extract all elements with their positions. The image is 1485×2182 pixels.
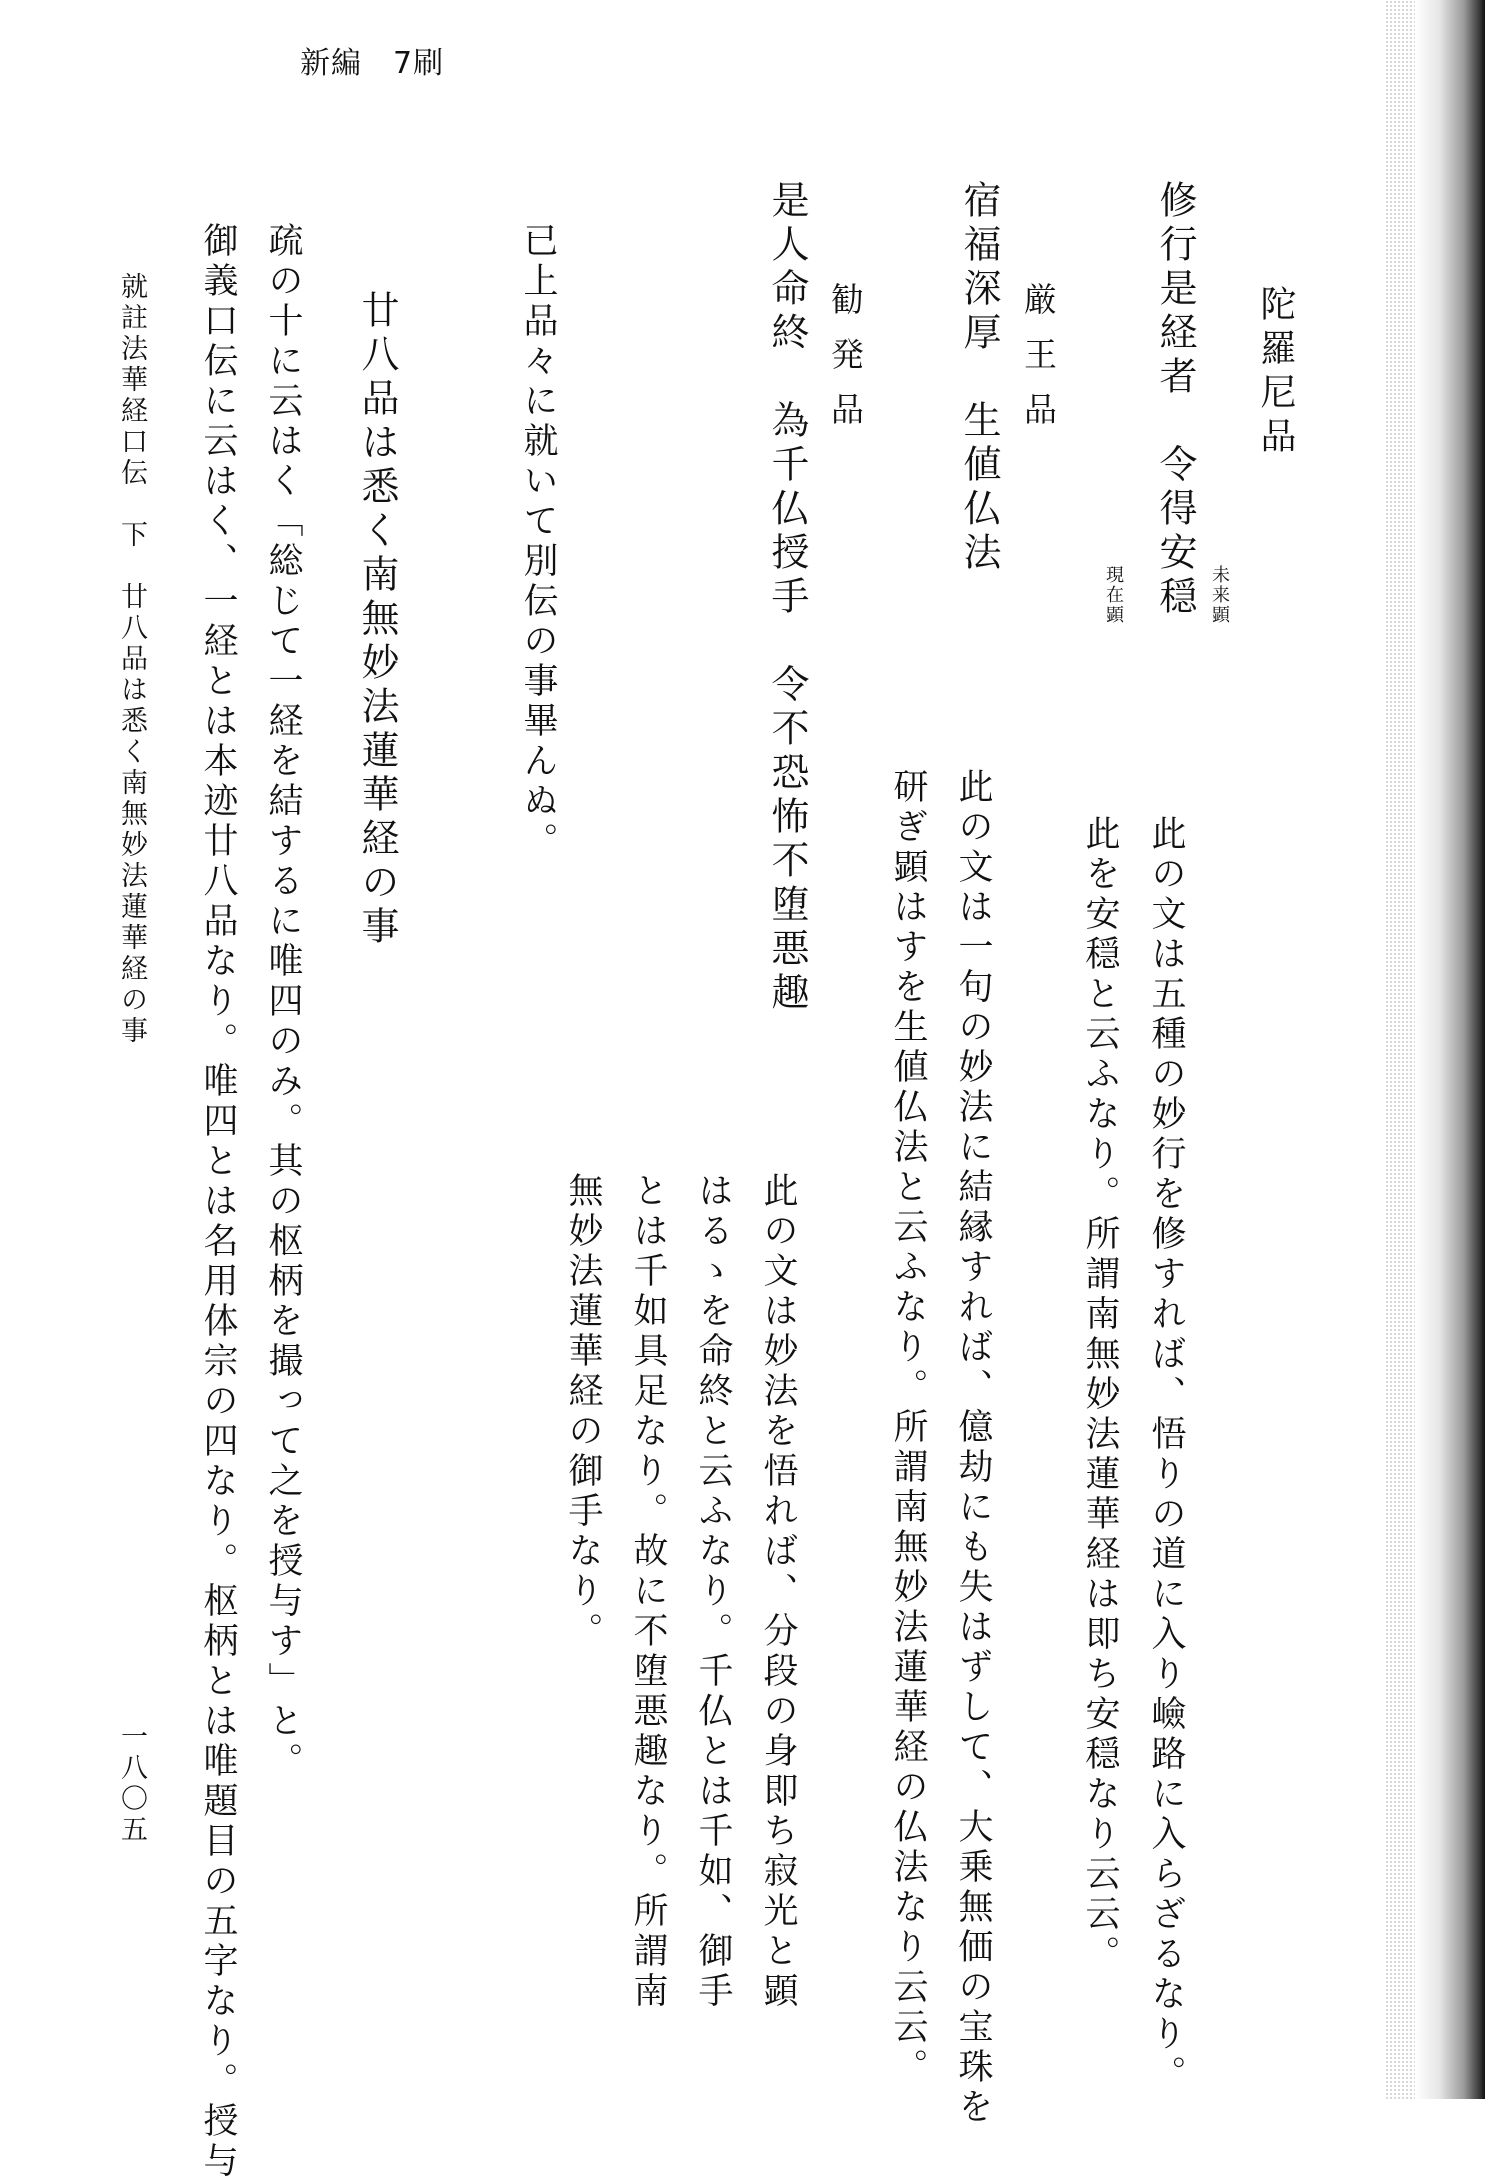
kanbotsu-comment-3: とは千如具足なり。故に不堕悪趣なり。所謂南 — [628, 1172, 668, 2012]
page-binding-shadow — [1415, 0, 1485, 2099]
dharani-comment-1: 此の文は五種の妙行を修すれば、悟りの道に入り嶮路に入らざるなり。 — [1146, 815, 1186, 2095]
gonno-comment-2: 研ぎ顕はすを生値仏法と云ふなり。所謂南無妙法蓮華経の仏法なり云云。 — [888, 768, 928, 2088]
dharani-quote: 修行是経者 令得安穏 — [1153, 180, 1197, 620]
kanbotsu-title: 勧発品 — [826, 282, 865, 447]
kanbotsu-comment-1: 此の文は妙法を悟れば、分段の身即ち寂光と顕 — [758, 1172, 798, 2012]
kanbotsu-quote: 是人命終 為千仏授手 令不恐怖不堕悪趣 — [765, 180, 809, 1016]
edition-header: 新編 7刷 — [300, 46, 445, 81]
paragraph-1: 疏の十に云はく「総じて一経を結するに唯四のみ。其の枢柄を撮って之を授与す」と。 — [263, 222, 303, 1782]
dharani-title: 陀羅尼品 — [1255, 285, 1296, 461]
page-number: 一八〇五 — [116, 1722, 147, 1846]
running-head: 就註法華経口伝 下 廿八品は悉く南無妙法蓮華経の事 — [116, 272, 147, 1047]
dharani-note-top: 未来顕 — [1209, 565, 1230, 625]
conclusion-line: 已上品々に就いて別伝の事畢んぬ。 — [518, 222, 558, 862]
dharani-comment-2: 此を安穏と云ふなり。所謂南無妙法蓮華経は即ち安穏なり云云。 — [1080, 815, 1120, 1975]
gonno-title: 厳王品 — [1019, 282, 1058, 447]
paragraph-2: 御義口伝に云はく、一経とは本迹廿八品なり。唯四とは名用体宗の四なり。枢柄とは唯題目の五字なり。授与 — [198, 222, 238, 2182]
gonno-comment-1: 此の文は一句の妙法に結縁すれば、億劫にも失はずして、大乗無価の宝珠を — [953, 768, 993, 2128]
gonno-quote: 宿福深厚 生値仏法 — [957, 180, 1001, 576]
dharani-note-bottom: 現在顕 — [1103, 565, 1124, 625]
kanbotsu-comment-2: はるゝを命終と云ふなり。千仏とは千如、御手 — [693, 1172, 733, 2012]
section-heading-28: 廿八品は悉く南無妙法蓮華経の事 — [355, 290, 399, 950]
kanbotsu-comment-4: 無妙法蓮華経の御手なり。 — [563, 1172, 603, 1652]
